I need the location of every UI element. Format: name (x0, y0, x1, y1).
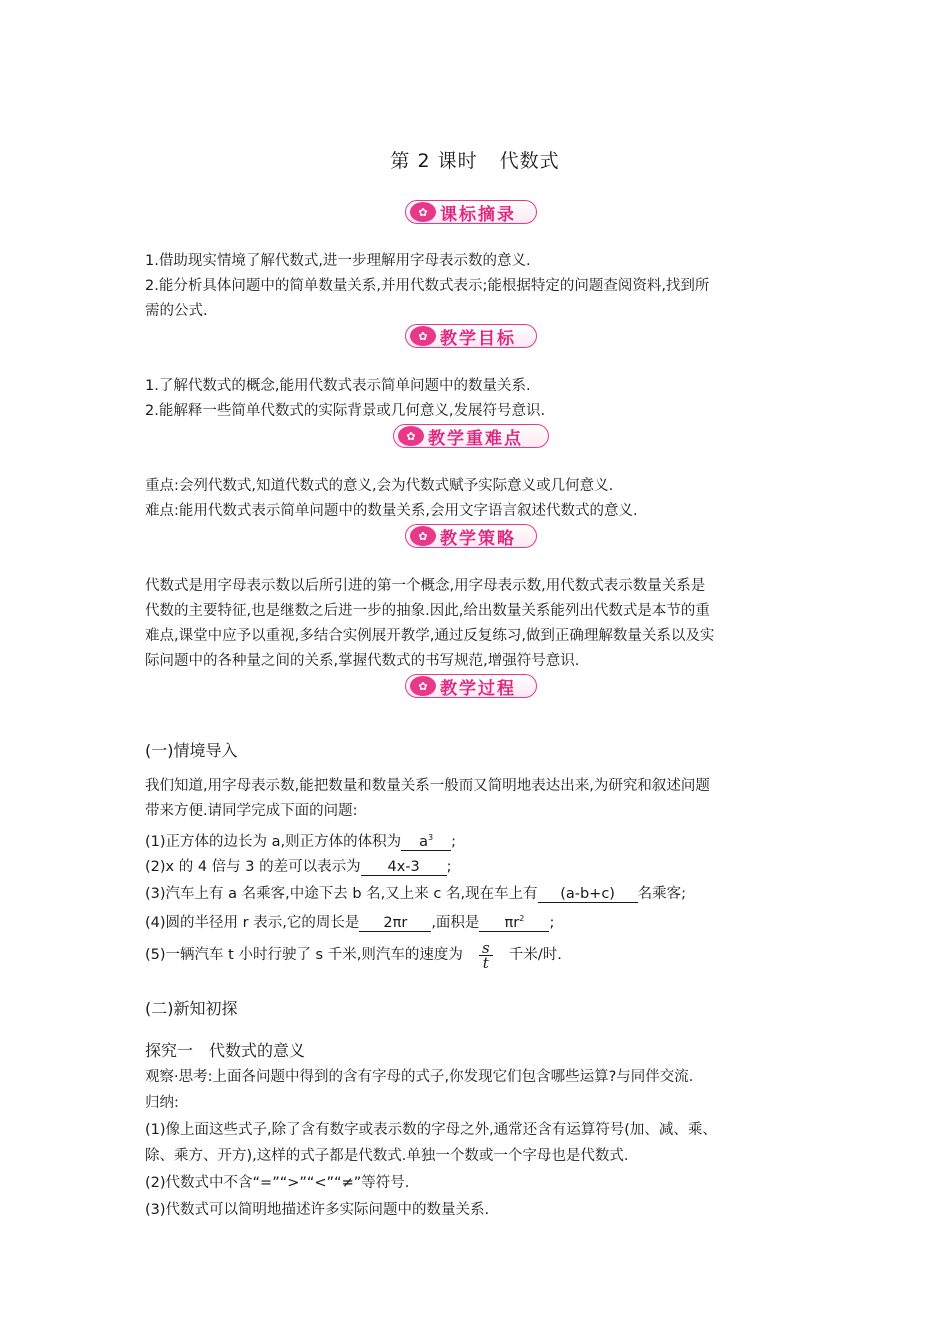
text-line: 重点:会列代数式,知道代数式的意义,会为代数式赋予实际意义或几何意义. (145, 478, 614, 494)
lesson-topic: 代数式 (499, 150, 560, 172)
text-line: 1.了解代数式的概念,能用代数式表示简单问题中的数量关系. (145, 378, 531, 394)
text-line: 归纳: (145, 1095, 179, 1111)
question-2: (2)x 的 4 倍与 3 的差可以表示为 4x-3 ; (145, 859, 452, 875)
fraction: $\frac{s}{t}$ (479, 941, 493, 970)
text-line: (3)代数式可以简明地描述许多实际问题中的数量关系. (145, 1202, 490, 1218)
answer-blank: (a-b+c) (538, 886, 638, 903)
section-badge-jxzd: ✿ 教学重难点 (393, 424, 549, 448)
text-line: 代数的主要特征,也是继数之后进一步的抽象.因此,给出数量关系能列出代数式是本节的重 (145, 603, 710, 619)
text-line: 代数式是用字母表示数以后所引进的第一个概念,用字母表示数,用代数式表示数量关系是 (145, 578, 706, 594)
answer-blank: $\pi r^2$ (479, 911, 549, 932)
question-1: (1)正方体的边长为 a,则正方体的体积为 $a^3$ ; (145, 830, 810, 852)
text-line: (1)像上面这些式子,除了含有数字或表示数的字母之外,通常还含有运算符号(加、减、乘、 (145, 1122, 717, 1138)
question-4: (4)圆的半径用 r 表示,它的周长是 2πr ,面积是 $\pi r^2$ ; (145, 911, 810, 933)
text-line: 观察·思考:上面各问题中得到的含有字母的式子,你发现它们包含哪些运算?与同伴交流. (145, 1069, 694, 1085)
text-line: 难点,课堂中应予以重视,多结合实例展开教学,通过反复练习,做到正确理解数量关系以及实 (145, 628, 715, 644)
book-icon: ✿ (410, 326, 436, 346)
section-badge-jxmb: ✿ 教学目标 (405, 324, 537, 348)
subsection-heading: (一)情境导入 (145, 741, 238, 760)
question-3: (3)汽车上有 a 名乘客,中途下去 b 名,又上来 c 名,现在车上有 (a-b+c) 名乘客; (145, 886, 686, 902)
text-line: 难点:能用代数式表示简单问题中的数量关系,会用文字语言叙述代数式的意义. (145, 503, 638, 519)
text-line: 带来方便.请同学完成下面的问题: (145, 803, 358, 819)
book-icon: ✿ (398, 426, 424, 446)
book-icon: ✿ (410, 526, 436, 546)
text-line: 2.能解释一些简单代数式的实际背景或几何意义,发展符号意识. (145, 403, 546, 419)
question-5: (5)一辆汽车 t 小时行驶了 s 千米,则汽车的速度为 $\frac{s}{t}$ 千米/时. (145, 938, 562, 972)
explore-heading: 探究一 代数式的意义 (145, 1041, 306, 1060)
subsection-heading: (二)新知初探 (145, 999, 238, 1018)
text-line: 我们知道,用字母表示数,能把数量和数量关系一般而又简明地表达出来,为研究和叙述问题 (145, 778, 710, 794)
section-badge-kbzl: ✿ 课标摘录 (405, 200, 537, 224)
section-badge-jxcl: ✿ 教学策略 (405, 524, 537, 548)
answer-blank: 2πr (359, 915, 431, 932)
book-icon: ✿ (410, 202, 436, 222)
answer-blank (463, 938, 509, 972)
text-line: (2)代数式中不含“=”“>”“<”“≠”等符号. (145, 1175, 410, 1191)
answer-blank: $a^3$ (401, 830, 451, 851)
text-line: 除、乘方、开方),这样的式子都是代数式.单独一个数或一个字母也是代数式. (145, 1148, 629, 1164)
lesson-number: 第 2 课时 (390, 150, 478, 172)
text-line: 1.借助现实情境了解代数式,进一步理解用字母表示数的意义. (145, 253, 531, 269)
answer-blank: 4x-3 (361, 859, 447, 876)
text-line: 2.能分析具体问题中的简单数量关系,并用代数式表示;能根据特定的问题查阅资料,找到所 (145, 278, 710, 294)
page-title (0, 146, 950, 173)
text-line: 需的公式. (145, 303, 208, 319)
text-line: 际问题中的各种量之间的关系,掌握代数式的书写规范,增强符号意识. (145, 653, 580, 669)
book-icon: ✿ (410, 676, 436, 696)
section-badge-jxgc: ✿ 教学过程 (405, 674, 537, 698)
